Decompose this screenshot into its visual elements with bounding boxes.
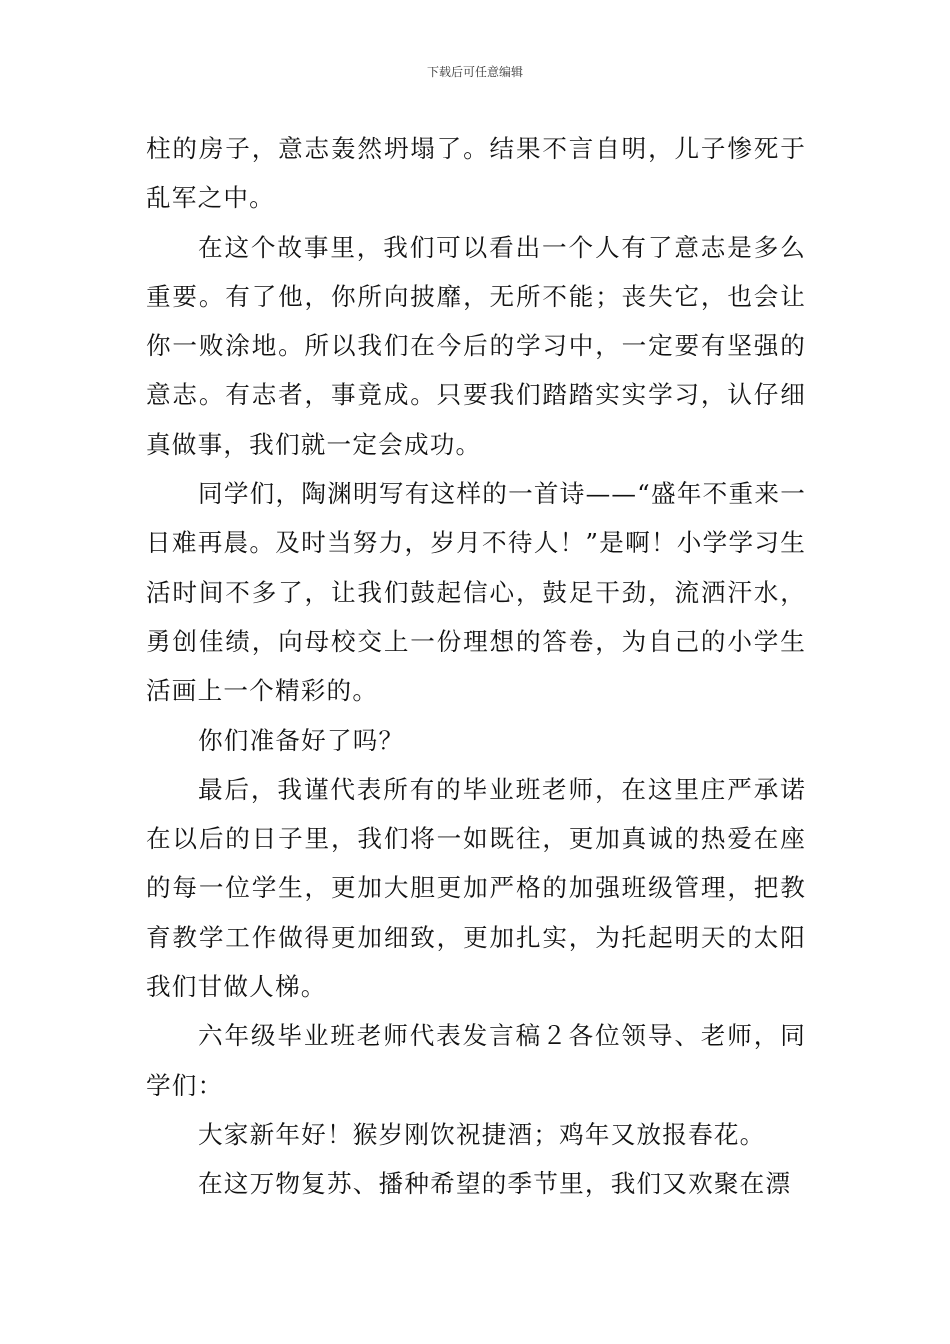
paragraph-1: 柱的房子，意志轰然坍塌了。结果不言自明，儿子惨死于乱军之中。: [146, 134, 806, 213]
paragraph-5: 最后，我谨代表所有的毕业班老师，在这里庄严承诺在以后的日子里，我们将一如既往，更加真诚的热爱在座的每一位学生，更加大胆更加严格的加强班级管理，把教育教学工作做得更加细致，更加扎实，为托起明天的太阳我们甘做人梯。: [146, 774, 806, 1002]
page-header-note: 下载后可任意编辑: [426, 65, 523, 79]
document-body: [146, 124, 806, 1209]
paragraph-3: 同学们，陶渊明写有这样的一首诗——“盛年不重来一日难再晨。及时当努力，岁月不待人！”是啊！小学学习生活时间不多了，让我们鼓起信心，鼓足干劲，流洒汗水，勇创佳绩，向母校交上一份理想的答卷，为自己的小学生活画上一个精彩的。: [146, 479, 806, 706]
paragraph-2: 在这个故事里，我们可以看出一个人有了意志是多么重要。有了他，你所向披靡，无所不能；丧失它，也会让你一败涂地。所以我们在今后的学习中，一定要有坚强的意志。有志者，事竟成。只要我们踏踏实实学习，认仔细真做事，我们就一定会成功。: [146, 232, 806, 459]
paragraph-7: 大家新年好！猴岁刚饮祝捷酒；鸡年又放报春花。: [198, 1119, 766, 1149]
paragraph-6: 六年级毕业班老师代表发言稿２各位领导、老师，同学们：: [146, 1021, 806, 1100]
paragraph-8: 在这万物复苏、播种希望的季节里，我们又欢聚在漂: [198, 1169, 792, 1199]
paragraph-4: 你们准备好了吗？: [198, 725, 405, 755]
